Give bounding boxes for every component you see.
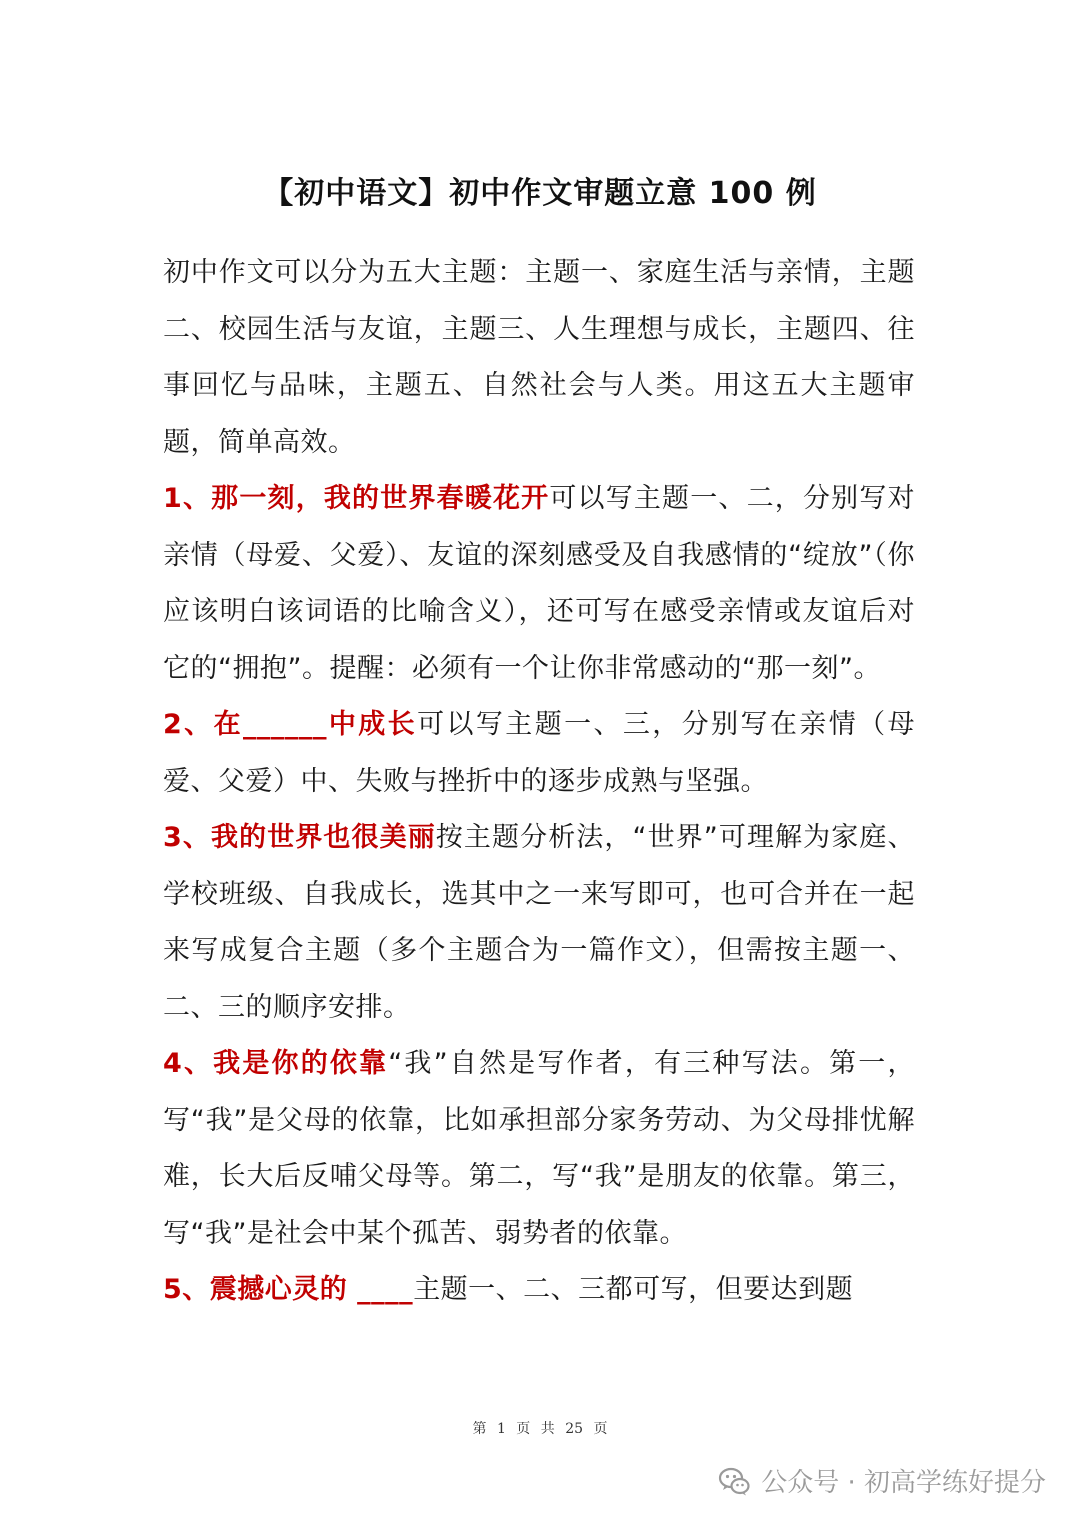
watermark-text: 公众号 · 初高学练好提分 [761,1468,1046,1498]
item-text: 可以写主题一、三，分别写在亲情（母爱、父爱）中、失败与挫折中的逐步成熟与坚强。 [163,709,915,797]
item-heading: 4、我是你的依靠 [163,1048,389,1079]
document-body [163,245,915,1319]
item-paragraph [163,697,915,810]
item-paragraph [163,1036,915,1262]
item-text: 按主题分析法，“世界”可理解为家庭、学校班级、自我成长，选其中之一来写即可，也可合并在一起来写成复合主题（多个主题合为一篇作文），但需按主题一、二、三的顺序安排。 [163,822,915,1023]
watermark [717,1462,1046,1499]
item-text: 主题一、二、三都可写，但要达到题 [413,1274,854,1305]
page-number: 第 1 页 共 25 页 [472,1421,608,1437]
item-heading: 3、我的世界也很美丽 [163,822,436,853]
item-paragraph [163,1262,915,1319]
item-paragraph [163,810,915,1036]
item-heading: 1、那一刻，我的世界春暖花开 [163,483,550,514]
item-heading: 2、在______中成长 [163,709,418,740]
wechat-icon [717,1464,751,1498]
item-text: 可以写主题一、二，分别写对亲情（母爱、父爱）、友谊的深刻感受及自我感情的“绽放”（你应该明白该词语的比喻含义），还可写在感受亲情或友谊后对它的“拥抱”。提醒：必须有一个让你非常感动的“那一刻”。 [163,483,915,684]
item-paragraph [163,471,915,697]
document-title: 【初中语文】初中作文审题立意 100 例 [263,176,817,211]
item-text: “我”自然是写作者，有三种写法。第一，写“我”是父母的依靠，比如承担部分家务劳动、为父母排忧解难，长大后反哺父母等。第二，写“我”是朋友的依靠。第三，写“我”是社会中某个孤苦、弱势者的依靠。 [163,1048,915,1249]
intro-paragraph: 初中作文可以分为五大主题：主题一、家庭生活与亲情，主题二、校园生活与友谊，主题三、人生理想与成长，主题四、往事回忆与品味，主题五、自然社会与人类。用这五大主题审题，简单高效。 [163,257,915,458]
item-heading: 5、震撼心灵的 ____ [163,1274,414,1305]
